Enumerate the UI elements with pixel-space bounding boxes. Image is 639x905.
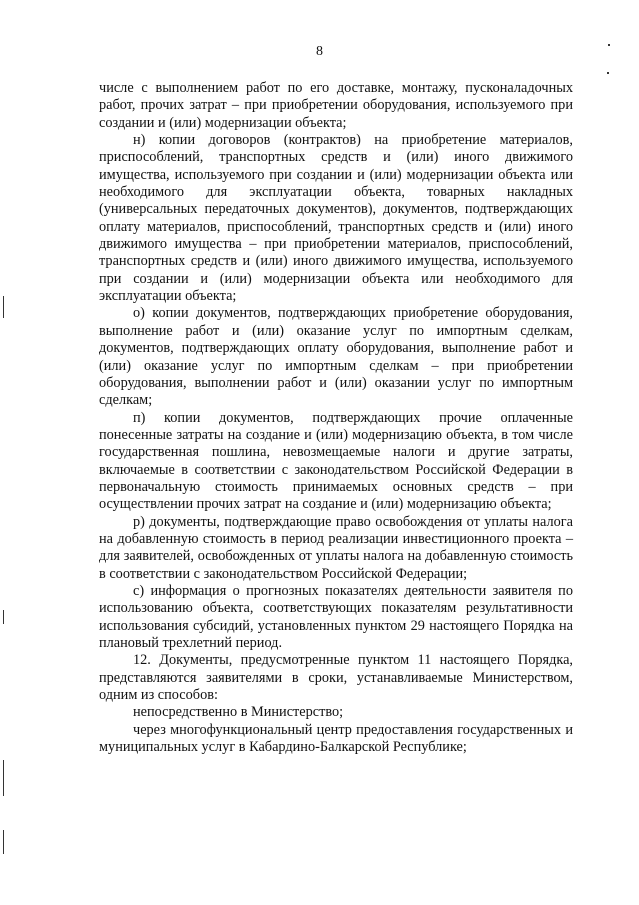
paragraph-item-n: н) копии договоров (контрактов) на приобретение материалов, приспособлений, транспортных средств и (или) иного движимого имущества, используемого при создании и (или) модернизации объекта или необходимого для эксплуатации объекта, товарных накладных (универсальных передаточных документов), документов, подтверждающих оплату материалов, приспособлений, транспортных средств и (или) иного движимого имущества – при приобретении материалов, приспособлений, транспортных средств и (или) иного движимого имущества, используемого при создании и (или) модернизации объекта или необходимого для эксплуатации объекта; bbox=[99, 132, 573, 305]
page-number: 8 bbox=[316, 44, 323, 59]
paragraph-item-p: п) копии документов, подтверждающих прочие оплаченные понесенные затраты на создание и (или) модернизацию объекта, в том числе государственная пошлина, невозмещаемые налоги и другие затраты, включаемые в соответствии с законодательством Российской Федерации в первоначальную стоимость принимаемых основных средств – при осуществлении прочих затрат на создание и (или) модернизацию объекта; bbox=[99, 409, 573, 513]
scan-mark-left-2 bbox=[3, 610, 4, 624]
paragraph-method-mfc: через многофункциональный центр предоставления государственных и муниципальных услуг в Кабардино-Балкарской Республике; bbox=[99, 721, 573, 756]
scan-mark-right-1 bbox=[608, 44, 610, 46]
scan-mark-right-2 bbox=[607, 72, 609, 74]
paragraph-item-r: р) документы, подтверждающие право освобождения от уплаты налога на добавленную стоимость в период реализации инвестиционного проекта – для заявителей, освобожденных от уплаты налога на добавленную стоимость в соответствии с законодательством Российской Федерации; bbox=[99, 513, 573, 582]
document-body bbox=[99, 80, 573, 756]
paragraph-item-s: с) информация о прогнозных показателях деятельности заявителя по использованию объекта, соответствующих показателям результативности использования субсидий, установленных пунктом 29 настоящего Порядка на плановый трехлетний период. bbox=[99, 582, 573, 651]
scan-mark-left-3 bbox=[3, 760, 4, 796]
scan-mark-left-1 bbox=[3, 296, 4, 318]
paragraph-clause-12: 12. Документы, предусмотренные пунктом 11 настоящего Порядка, представляются заявителями в сроки, устанавливаемые Министерством, одним из способов: bbox=[99, 652, 573, 704]
paragraph-continuation: числе с выполнением работ по его доставке, монтажу, пусконаладочных работ, прочих затрат – при приобретении оборудования, используемого при создании и (или) модернизации объекта; bbox=[99, 80, 573, 131]
paragraph-method-direct: непосредственно в Министерство; bbox=[133, 704, 344, 721]
scan-mark-left-4 bbox=[3, 830, 4, 854]
paragraph-item-o: о) копии документов, подтверждающих приобретение оборудования, выполнение работ и (или) оказание услуг по импортным сделкам, документов, подтверждающих оплату оборудования, выполнение работ и (или) оказание услуг по импортным сделкам – при приобретении оборудования, выполнении работ и (или) оказании услуг по импортным сделкам; bbox=[99, 305, 573, 409]
